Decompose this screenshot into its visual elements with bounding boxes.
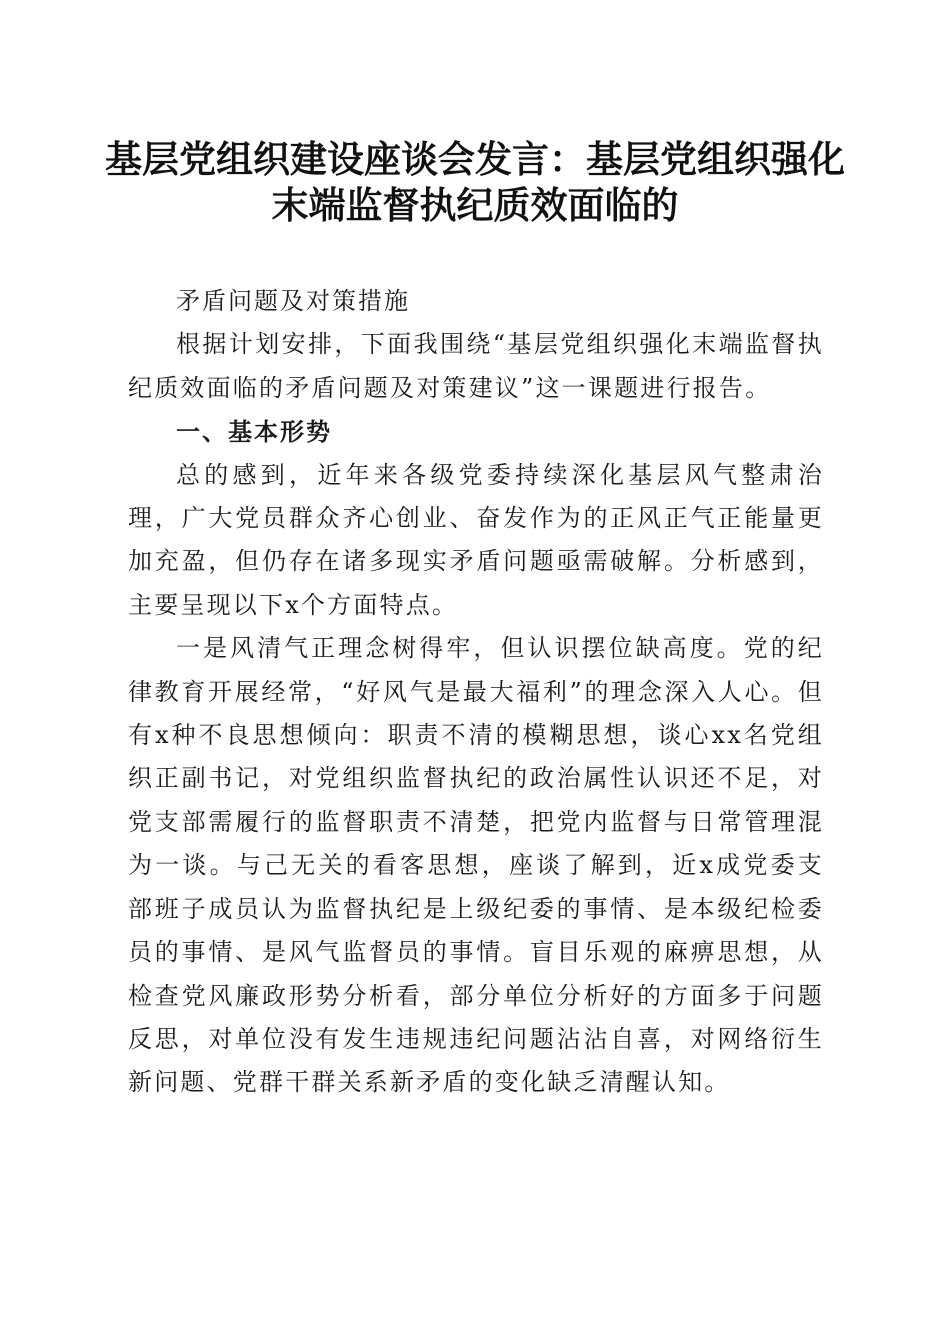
point-one-body: 党的纪律教育开展经常，“好风气是最大福利”的理念深入人心。但有x种不良思想倾向：职责不清的模糊思想，谈心xx名党组织正副书记，对党组织监督执纪的政治属性认识还不足，对党支部需履行的监督职责不清楚，把党内监督与日常管理混为一谈。与己无关的看客思想，座谈了解到，近x成党委支部班子成员认为监督执纪是上级纪委的事情、是本级纪检委员的事情、是风气监督员的事情。盲目乐观的麻痹思想，从检查党风廉政形势分析看，部分单位分析好的方面多于问题反思，对单位没有发生违规违纪问题沾沾自喜，对网络衍生新问题、党群干群关系新矛盾的变化缺乏清醒认知。: [128, 634, 824, 1097]
title-line-1: 基层党组织建设座谈会发言：基层党组织强化: [105, 137, 845, 181]
intro-paragraph: 根据计划安排，下面我围绕“基层党组织强化末端监督执纪质效面临的矛盾问题及对策建议”这一课题进行报告。: [128, 330, 824, 402]
point-one-paragraph: [128, 627, 824, 1104]
section-heading-basic-situation: 一、基本形势: [176, 417, 332, 447]
document-body: [128, 280, 824, 1105]
title-continuation: 矛盾问题及对策措施: [176, 287, 410, 315]
point-one-lead: 一是风清气正理念树得牢，但认识摆位缺高度。: [176, 634, 744, 663]
situation-paragraph: 总的感到，近年来各级党委持续深化基层风气整肃治理，广大党员群众齐心创业、奋发作为的正风正气正能量更加充盈，但仍存在诸多现实矛盾问题亟需破解。分析感到，主要呈现以下x个方面特点。: [128, 460, 824, 619]
document-title: [100, 136, 850, 228]
title-line-2: 末端监督执纪质效面临的: [271, 183, 679, 227]
